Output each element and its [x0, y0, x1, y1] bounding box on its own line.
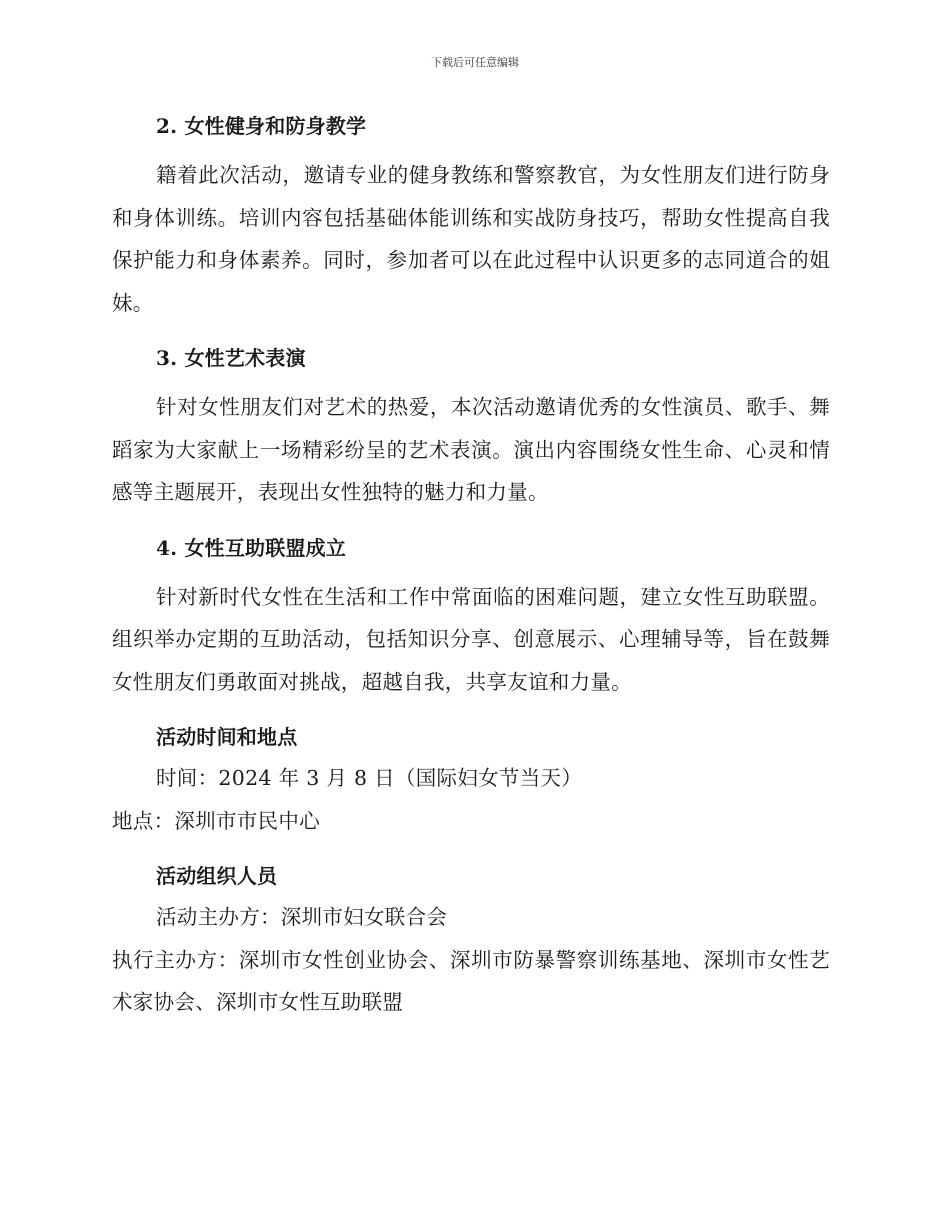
section-heading-art: 3. 女性艺术表演 — [156, 346, 306, 370]
section-heading-alliance: 4. 女性互助联盟成立 — [156, 535, 347, 560]
event-place: 地点：深圳市市民中心 — [112, 808, 320, 833]
section-body-art: 针对女性朋友们对艺术的热爱，本次活动邀请优秀的女性演员、歌手、舞蹈家为大家献上一场精彩纷呈的艺术表演。演出内容围绕女性生命、心灵和情感等主题展开，表现出女性独特的魅力和力量。 — [112, 395, 830, 504]
section-heading-time-place: 活动时间和地点 — [156, 725, 298, 749]
document-content — [112, 106, 830, 1024]
section-body-fitness: 籍着此次活动，邀请专业的健身教练和警察教官，为女性朋友们进行防身和身体训练。培训内容包括基础体能训练和实战防身技巧，帮助女性提高自我保护能力和身体素养。同时，参加者可以在此过程中认识更多的志同道合的姐妹。 — [112, 163, 830, 315]
event-time: 时间：2024 年 3 月 8 日（国际妇女节当天） — [156, 766, 583, 790]
event-host: 活动主办方：深圳市妇女联合会 — [156, 905, 448, 929]
section-body-alliance: 针对新时代女性在生活和工作中常面临的困难问题，建立女性互助联盟。组织举办定期的互助活动，包括知识分享、创意展示、心理辅导等，旨在鼓舞女性朋友们勇敢面对挑战，超越自我，共享友谊和力量。 — [112, 584, 830, 694]
section-heading-organizers: 活动组织人员 — [156, 864, 278, 888]
event-executor: 执行主办方：深圳市女性创业协会、深圳市防暴警察训练基地、深圳市女性艺术家协会、深圳市女性互助联盟 — [112, 947, 830, 1014]
header-note: 下载后可任意编辑 — [431, 56, 519, 69]
section-heading-fitness: 2. 女性健身和防身教学 — [156, 114, 367, 138]
